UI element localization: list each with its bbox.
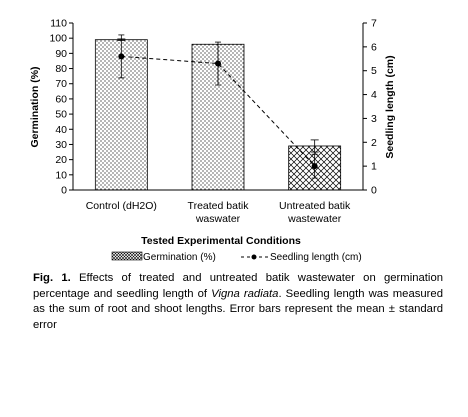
y-tick-label-3: 30 <box>55 138 67 151</box>
caption-text-after: . Seedling length was measured as the sum of root and shoot lengths. Error bars represent the mean ± standard error <box>33 287 444 331</box>
y-tick-label-4: 40 <box>55 123 67 136</box>
caption-species-name: Vigna radiata <box>211 287 279 300</box>
x-category-label-2-0: Untreated batik <box>279 200 351 212</box>
y-tick-label-7: 70 <box>55 78 67 91</box>
x-category-label-1-1: waswater <box>195 213 241 225</box>
legend-germination-swatch <box>112 252 142 260</box>
legend-seedling-label: Seedling length (cm) <box>270 252 362 263</box>
y2-tick-label-4: 4 <box>371 89 377 102</box>
y2-tick-label-2: 2 <box>371 136 377 149</box>
y-tick-label-9: 90 <box>55 47 67 60</box>
x-category-label-2-1: wastewater <box>288 213 342 225</box>
legend-seedling-marker <box>252 255 257 260</box>
y-tick-label-0: 0 <box>61 184 67 197</box>
y-tick-label-5: 50 <box>55 108 67 121</box>
y-tick-label-11: 110 <box>50 17 67 30</box>
seedling-point-2 <box>312 163 318 169</box>
y-tick-label-8: 80 <box>55 63 67 76</box>
y2-tick-label-1: 1 <box>371 160 377 173</box>
y-tick-label-1: 10 <box>55 169 67 182</box>
seedling-point-0 <box>118 53 124 59</box>
y2-tick-label-7: 7 <box>371 17 377 30</box>
x-category-label-1-0: Treated batik <box>187 200 249 212</box>
legend-germination-label: Germination (%) <box>143 252 216 263</box>
y-tick-label-10: 100 <box>49 32 67 45</box>
seedling-point-1 <box>215 61 221 67</box>
y2-tick-label-5: 5 <box>371 65 377 78</box>
y2-tick-label-6: 6 <box>371 41 377 54</box>
y2-axis-label: Seedling length (cm) <box>384 55 396 159</box>
x-axis-label: Tested Experimental Conditions <box>141 235 301 247</box>
legend <box>112 252 362 263</box>
caption-text-before: Effects of treated and untreated batik wastewater on germination percentage and seedling length of <box>33 272 444 300</box>
y-axis-label: Germination (%) <box>29 66 41 148</box>
caption-figure-label: Fig. 1. <box>33 272 71 284</box>
y2-tick-label-0: 0 <box>371 184 377 197</box>
y-tick-label-2: 20 <box>55 154 67 167</box>
y2-tick-label-3: 3 <box>371 112 377 125</box>
x-category-label-0-0: Control (dH2O) <box>85 200 157 212</box>
figure-caption <box>33 271 443 333</box>
y-tick-label-6: 60 <box>55 93 67 106</box>
